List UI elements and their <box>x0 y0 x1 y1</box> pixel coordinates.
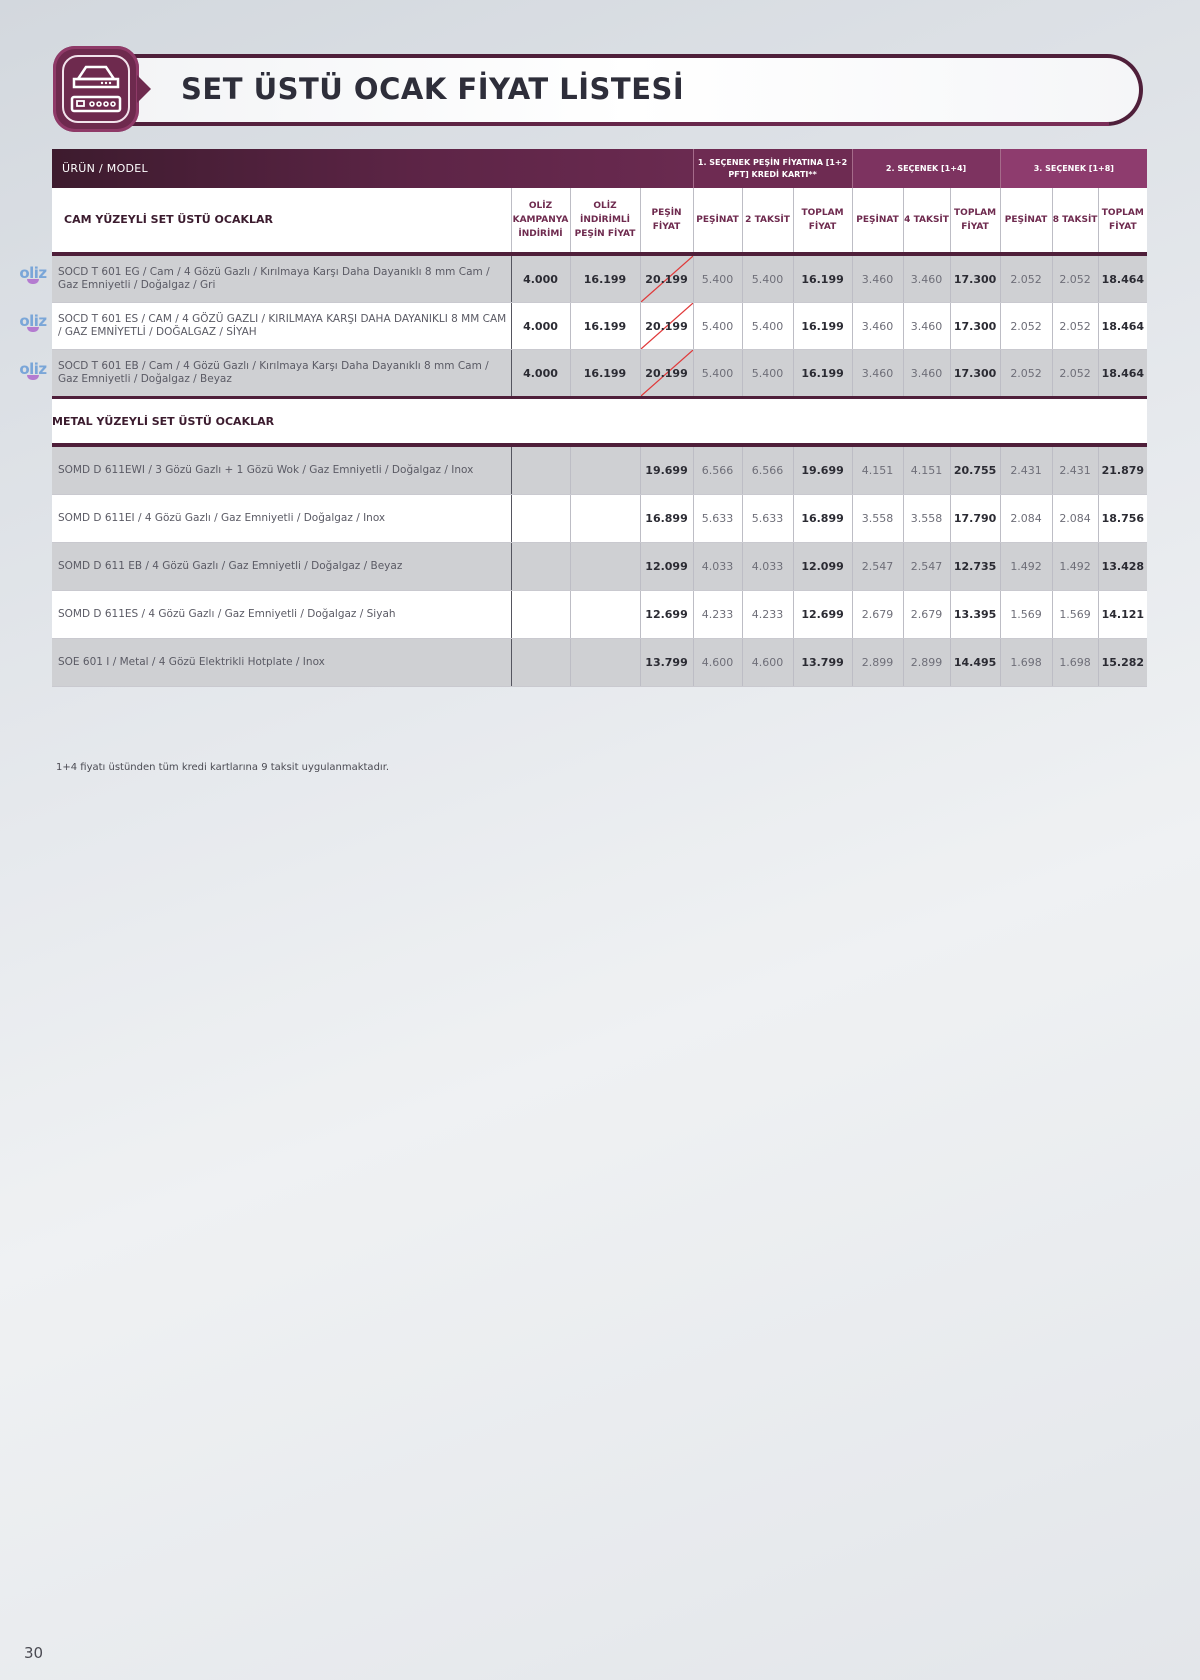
product-name: SOMD D 611EWI / 3 Gözü Gazlı + 1 Gözü Wok / Gaz Emniyetli / Doğalgaz / Inox <box>52 445 511 495</box>
table-row <box>52 445 1147 495</box>
price-cell: 5.400 <box>742 350 793 398</box>
price-cell: 20.755 <box>950 445 1000 495</box>
model-header: ÜRÜN / MODEL <box>52 149 693 188</box>
price-cell: 12.099 <box>793 543 852 591</box>
price-cell <box>570 495 640 543</box>
price-cell: 5.400 <box>693 303 742 350</box>
column-header: 8 TAKSİT <box>1052 188 1098 254</box>
price-cell: 17.300 <box>950 303 1000 350</box>
oliz-logo: oliz <box>19 312 47 330</box>
price-cell: 1.492 <box>1000 543 1052 591</box>
range-hood-icon <box>62 55 130 123</box>
page-header <box>53 46 1149 132</box>
oliz-logo: oliz <box>19 359 47 378</box>
footnote: 1+4 fiyatı üstünden tüm kredi kartlarına 9 taksit uygulanmaktadır. <box>56 762 390 773</box>
section-title: METAL YÜZEYLİ SET ÜSTÜ OCAKLAR <box>52 398 1147 446</box>
price-cell: 6.566 <box>742 445 793 495</box>
price-cell: 3.460 <box>903 254 950 303</box>
price-cell: 13.799 <box>793 639 852 687</box>
column-header: PEŞİNAT <box>1000 188 1052 254</box>
price-cell: 3.558 <box>852 495 903 543</box>
price-cell: 3.460 <box>903 303 950 350</box>
price-cell: 2.084 <box>1000 495 1052 543</box>
group-header-row <box>52 149 1147 188</box>
column-header: PEŞİNAT <box>852 188 903 254</box>
section-header-row <box>52 398 1147 446</box>
price-cell <box>570 445 640 495</box>
price-cell: 5.400 <box>742 254 793 303</box>
price-cell <box>511 445 570 495</box>
table-row <box>52 254 1147 303</box>
old-price: 20.199 <box>645 319 688 333</box>
price-cell: 2.052 <box>1052 350 1098 398</box>
old-price: 20.199 <box>645 366 688 380</box>
price-cell: 4.600 <box>693 639 742 687</box>
price-cell: 1.698 <box>1000 639 1052 687</box>
price-cell: 13.428 <box>1098 543 1147 591</box>
price-cell: 2.431 <box>1000 445 1052 495</box>
price-cell <box>640 303 693 350</box>
price-cell: 16.199 <box>570 350 640 398</box>
price-cell: 16.899 <box>793 495 852 543</box>
price-cell: 12.099 <box>640 543 693 591</box>
price-cell <box>640 350 693 398</box>
price-cell: 2.899 <box>852 639 903 687</box>
price-cell: 2.547 <box>852 543 903 591</box>
price-cell: 3.460 <box>852 350 903 398</box>
price-cell: 16.199 <box>570 254 640 303</box>
price-cell: 4.233 <box>742 591 793 639</box>
price-cell <box>511 639 570 687</box>
section-title: CAM YÜZEYLİ SET ÜSTÜ OCAKLAR <box>52 188 511 254</box>
column-header: 2 TAKSİT <box>742 188 793 254</box>
price-cell <box>511 591 570 639</box>
page-number: 30 <box>24 1644 44 1662</box>
price-cell: 5.633 <box>693 495 742 543</box>
column-header: TOPLAM FİYAT <box>1098 188 1147 254</box>
price-cell: 16.899 <box>640 495 693 543</box>
table-row <box>52 303 1147 350</box>
price-cell: 15.282 <box>1098 639 1147 687</box>
price-cell <box>570 639 640 687</box>
price-cell: 19.699 <box>793 445 852 495</box>
column-header: PEŞİNAT <box>693 188 742 254</box>
price-cell: 2.052 <box>1000 254 1052 303</box>
table-row <box>52 639 1147 687</box>
price-cell <box>570 543 640 591</box>
price-cell: 18.756 <box>1098 495 1147 543</box>
price-cell: 2.052 <box>1052 303 1098 350</box>
product-name: SOMD D 611 EB / 4 Gözü Gazlı / Gaz Emniyetli / Doğalgaz / Beyaz <box>52 543 511 591</box>
table-row <box>52 543 1147 591</box>
price-cell: 4.000 <box>511 303 570 350</box>
price-cell: 5.400 <box>742 303 793 350</box>
price-cell: 4.033 <box>693 543 742 591</box>
price-cell: 14.121 <box>1098 591 1147 639</box>
price-cell: 5.400 <box>693 350 742 398</box>
price-cell: 2.679 <box>852 591 903 639</box>
price-cell: 18.464 <box>1098 254 1147 303</box>
price-cell: 16.199 <box>570 303 640 350</box>
price-cell: 16.199 <box>793 254 852 303</box>
price-cell: 2.547 <box>903 543 950 591</box>
price-cell: 18.464 <box>1098 350 1147 398</box>
price-cell: 2.084 <box>1052 495 1098 543</box>
price-cell: 4.151 <box>903 445 950 495</box>
price-cell: 16.199 <box>793 303 852 350</box>
old-price: 20.199 <box>645 272 688 286</box>
price-cell: 3.460 <box>903 350 950 398</box>
price-cell: 12.735 <box>950 543 1000 591</box>
price-cell: 18.464 <box>1098 303 1147 350</box>
option-2-header: 2. SEÇENEK [1+4] <box>852 149 1000 188</box>
price-cell: 17.790 <box>950 495 1000 543</box>
price-cell: 2.052 <box>1000 350 1052 398</box>
price-cell: 4.033 <box>742 543 793 591</box>
price-cell <box>640 254 693 303</box>
badge-arrow <box>137 75 151 103</box>
price-cell: 2.679 <box>903 591 950 639</box>
price-cell: 21.879 <box>1098 445 1147 495</box>
price-cell: 4.600 <box>742 639 793 687</box>
product-name: SOMD D 611ES / 4 Gözü Gazlı / Gaz Emniyetli / Doğalgaz / Siyah <box>52 591 511 639</box>
column-header: TOPLAM FİYAT <box>793 188 852 254</box>
column-header: 4 TAKSİT <box>903 188 950 254</box>
option-3-header: 3. SEÇENEK [1+8] <box>1000 149 1147 188</box>
price-cell: 16.199 <box>793 350 852 398</box>
table-row <box>52 350 1147 398</box>
price-cell: 17.300 <box>950 254 1000 303</box>
price-cell: 4.000 <box>511 254 570 303</box>
oliz-logo: oliz <box>19 264 47 283</box>
category-badge <box>53 46 139 132</box>
column-header: OLİZ KAMPANYA İNDİRİMİ <box>511 188 570 254</box>
price-cell <box>570 591 640 639</box>
price-cell <box>511 495 570 543</box>
price-cell: 1.569 <box>1000 591 1052 639</box>
price-cell: 3.460 <box>852 254 903 303</box>
price-cell: 12.699 <box>793 591 852 639</box>
price-cell: 5.633 <box>742 495 793 543</box>
price-cell: 19.699 <box>640 445 693 495</box>
price-cell: 13.799 <box>640 639 693 687</box>
price-cell: 3.558 <box>903 495 950 543</box>
column-header: OLİZ İNDİRİMLİ PEŞİN FİYAT <box>570 188 640 254</box>
price-cell: 1.492 <box>1052 543 1098 591</box>
price-cell: 2.052 <box>1000 303 1052 350</box>
price-cell <box>511 543 570 591</box>
page-title: SET ÜSTÜ OCAK FİYAT LİSTESİ <box>181 72 685 106</box>
price-cell: 4.151 <box>852 445 903 495</box>
price-cell: 4.233 <box>693 591 742 639</box>
product-name: SOCD T 601 EB / Cam / 4 Gözü Gazlı / Kırılmaya Karşı Daha Dayanıklı 8 mm Cam / Gaz Emniyetli / Doğalgaz / Beyaz <box>52 350 511 398</box>
product-name: SOCD T 601 EG / Cam / 4 Gözü Gazlı / Kırılmaya Karşı Daha Dayanıklı 8 mm Cam / Gaz Emniyetli / Doğalgaz / Gri <box>52 254 511 303</box>
price-cell: 2.899 <box>903 639 950 687</box>
product-name: SOE 601 I / Metal / 4 Gözü Elektrikli Hotplate / Inox <box>52 639 511 687</box>
price-cell: 5.400 <box>693 254 742 303</box>
product-name: SOMD D 611EI / 4 Gözü Gazlı / Gaz Emniyetli / Doğalgaz / Inox <box>52 495 511 543</box>
price-cell: 2.052 <box>1052 254 1098 303</box>
price-cell: 14.495 <box>950 639 1000 687</box>
column-header: PEŞİN FİYAT <box>640 188 693 254</box>
column-header: TOPLAM FİYAT <box>950 188 1000 254</box>
table-row <box>52 495 1147 543</box>
price-cell: 12.699 <box>640 591 693 639</box>
price-cell: 2.431 <box>1052 445 1098 495</box>
price-table <box>52 149 1147 687</box>
price-cell: 4.000 <box>511 350 570 398</box>
product-name: SOCD T 601 ES / CAM / 4 GÖZÜ GAZLI / KIRILMAYA KARŞI DAHA DAYANIKLI 8 MM CAM / GAZ EMNİYETLİ / DOĞALGAZ / SİYAH <box>52 303 511 350</box>
option-1-header: 1. SEÇENEK PEŞİN FİYATINA [1+2 PFT] KREDİ KARTI** <box>693 149 852 188</box>
column-header-row <box>52 188 1147 254</box>
price-cell: 3.460 <box>852 303 903 350</box>
price-cell: 17.300 <box>950 350 1000 398</box>
price-cell: 6.566 <box>693 445 742 495</box>
price-cell: 13.395 <box>950 591 1000 639</box>
price-cell: 1.698 <box>1052 639 1098 687</box>
price-cell: 1.569 <box>1052 591 1098 639</box>
table-row <box>52 591 1147 639</box>
